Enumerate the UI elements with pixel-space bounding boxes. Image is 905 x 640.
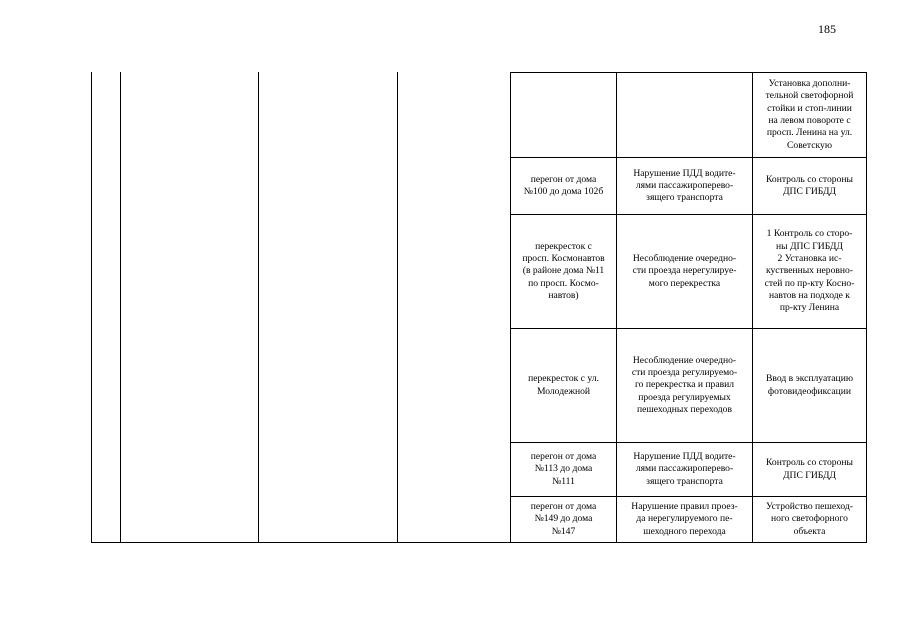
- table-border-bottom: [91, 542, 867, 543]
- table-cell-location: перегон от дома №113 до дома №111: [530, 451, 597, 487]
- table-cell-violation: Несоблюдение очередно- сти проезда регулируемо- го перекрестка и правил проезда регулируемых пешеходных переходов: [631, 354, 738, 415]
- table-cell-violation: Нарушение ПДД водите- лями пассажироперево- зящего транспорта: [633, 167, 736, 204]
- table-cell-violation: Несоблюдение очередно- сти проезда нерегулируе- мого перекрестка: [632, 253, 737, 289]
- page-number: 185: [818, 22, 836, 36]
- table-border-left: [91, 72, 92, 542]
- table-cell-measure: Устройство пешеход- ного светофорного объекта: [766, 501, 853, 537]
- column-divider: [258, 72, 259, 542]
- table-cell-measure: Контроль со стороны ДПС ГИБДД: [766, 173, 853, 197]
- column-divider: [397, 72, 398, 542]
- table-cell-location: [511, 73, 616, 157]
- table-border-right: [866, 72, 867, 542]
- table-cell-violation: [617, 73, 752, 157]
- column-divider: [120, 72, 121, 542]
- table-cell-location: перегон от дома №149 до дома №147: [530, 501, 597, 537]
- table-cell-violation: Нарушение ПДД водите- лями пассажироперево- зящего транспорта: [633, 451, 736, 487]
- table-cell-location: перекресток с просп. Космонавтов (в районе дома №11 по просп. Космо- навтов): [522, 240, 605, 301]
- table-cell-location: перекресток с ул. Молодежной: [528, 373, 599, 397]
- table-cell-measure: Установка дополни- тельной светофорной стойки и стоп-линии на левом повороте с просп. Ленина на ул. Советскую: [765, 78, 854, 151]
- table-cell-violation: Нарушение правил проез- да нерегулируемого пе- шеходного перехода: [631, 501, 738, 537]
- table-cell-measure: 1 Контроль со сторо- ны ДПС ГИБДД 2 Установка ис- куственных неровно- стей по пр-кту Косно- навтов на подходе к пр-кту Ленина: [764, 228, 855, 314]
- table-cell-location: перегон от дома №100 до дома 102б: [523, 173, 604, 197]
- table-cell-measure: Контроль со стороны ДПС ГИБДД: [766, 457, 853, 481]
- table-cell-measure: Ввод в эксплуатацию фотовидеофиксации: [766, 373, 853, 397]
